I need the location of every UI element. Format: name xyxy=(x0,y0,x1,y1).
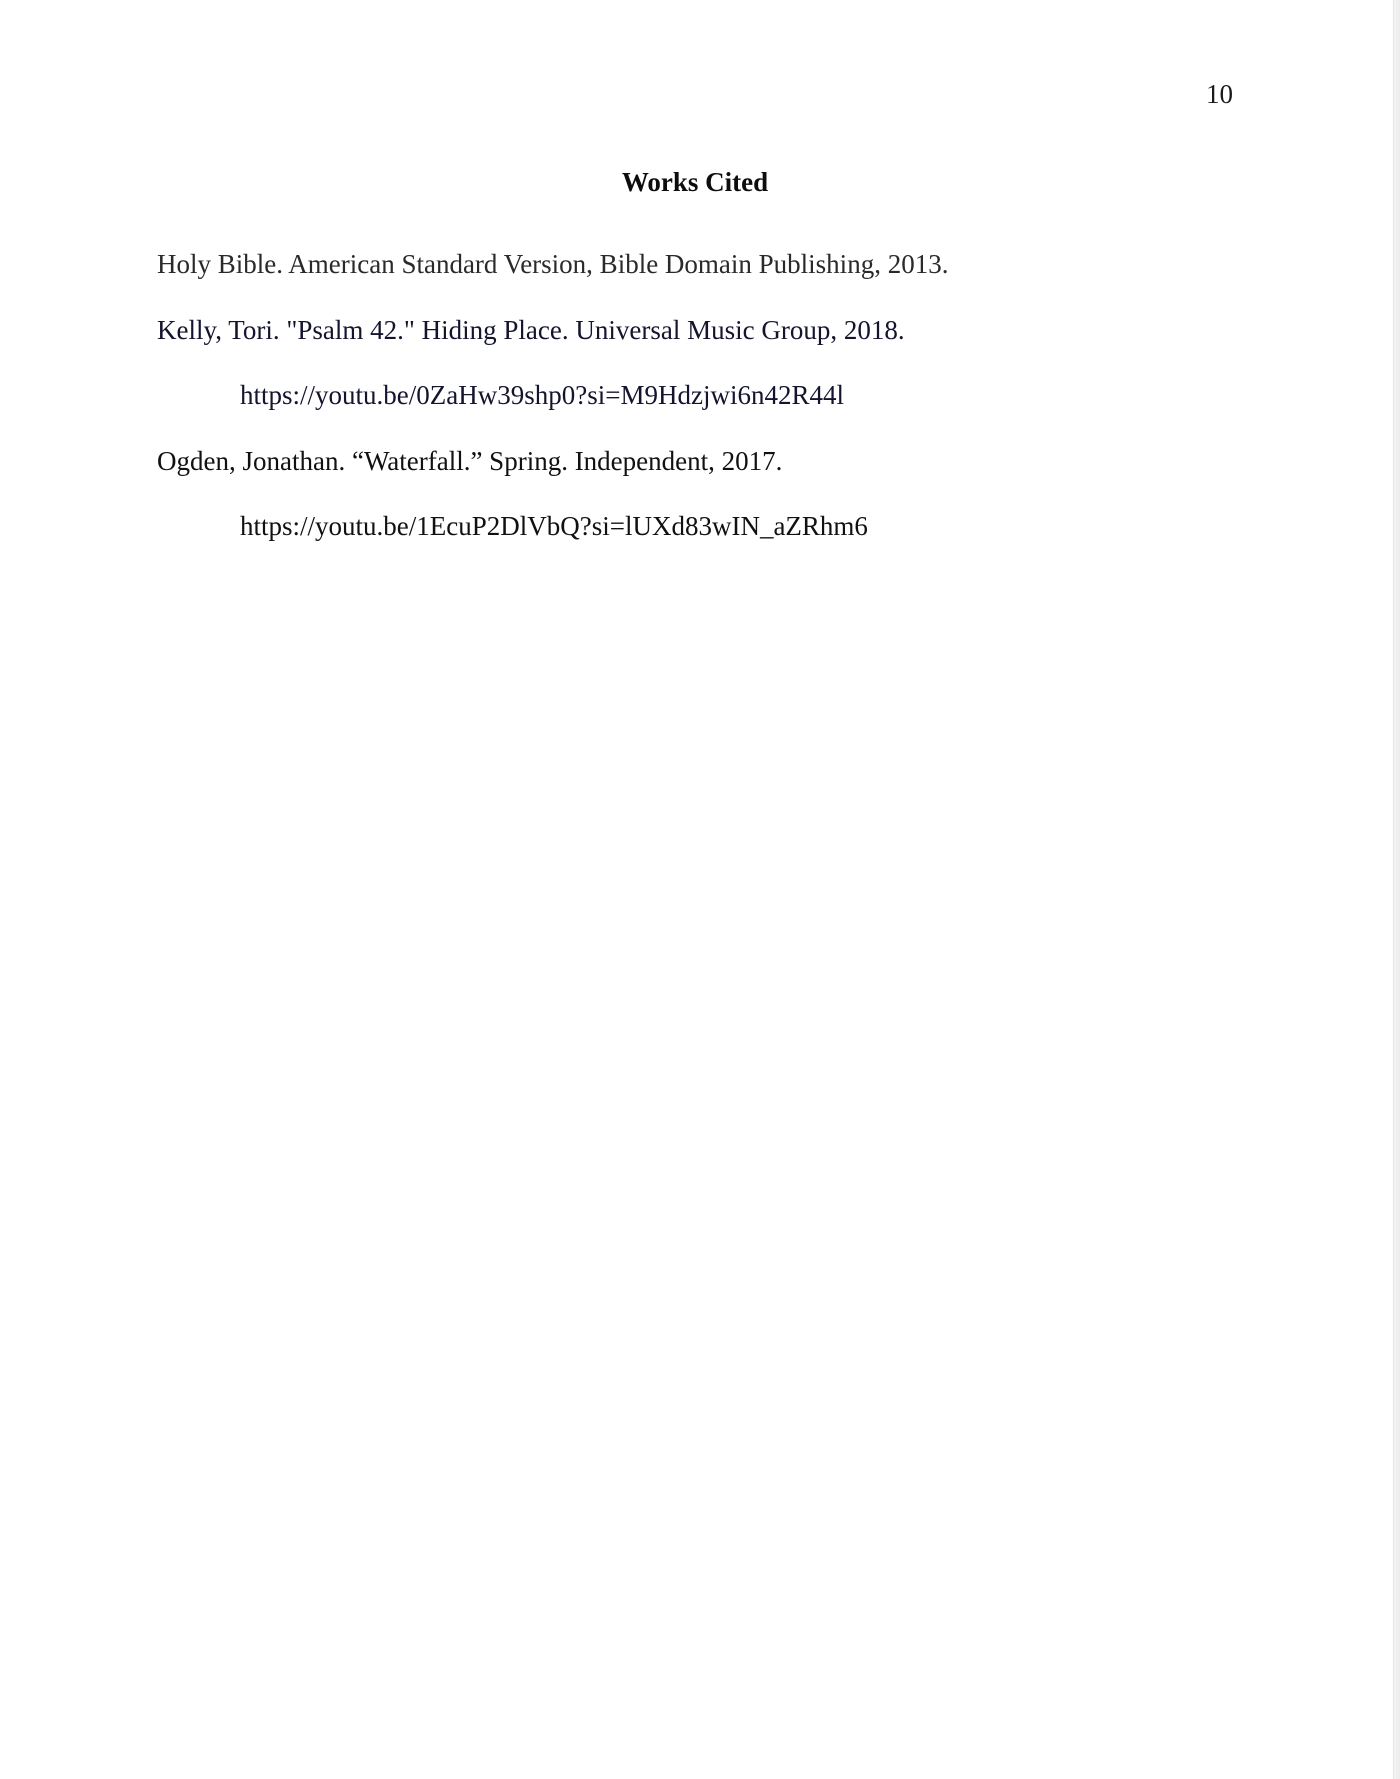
page-number: 10 xyxy=(1206,79,1233,109)
citation-entry xyxy=(157,429,1247,560)
citation-text: Holy Bible. American Standard Version, Bible Domain Publishing, 2013. xyxy=(157,249,949,279)
citation-entry xyxy=(157,232,1247,298)
citation-text: Ogden, Jonathan. “Waterfall.” Spring. Independent, 2017. xyxy=(157,445,783,476)
citation-url[interactable]: https://youtu.be/0ZaHw39shp0?si=M9Hdzjwi6n42R44l xyxy=(240,380,844,410)
works-cited-heading: Works Cited xyxy=(621,167,769,197)
page-edge-shadow xyxy=(1393,0,1400,1779)
citation-text: Kelly, Tori. "Psalm 42." Hiding Place. Universal Music Group, 2018. xyxy=(157,314,905,345)
citation-list xyxy=(157,232,1247,560)
citation-entry xyxy=(157,298,1247,429)
citation-url[interactable]: https://youtu.be/1EcuP2DlVbQ?si=lUXd83wIN_aZRhm6 xyxy=(240,511,868,541)
